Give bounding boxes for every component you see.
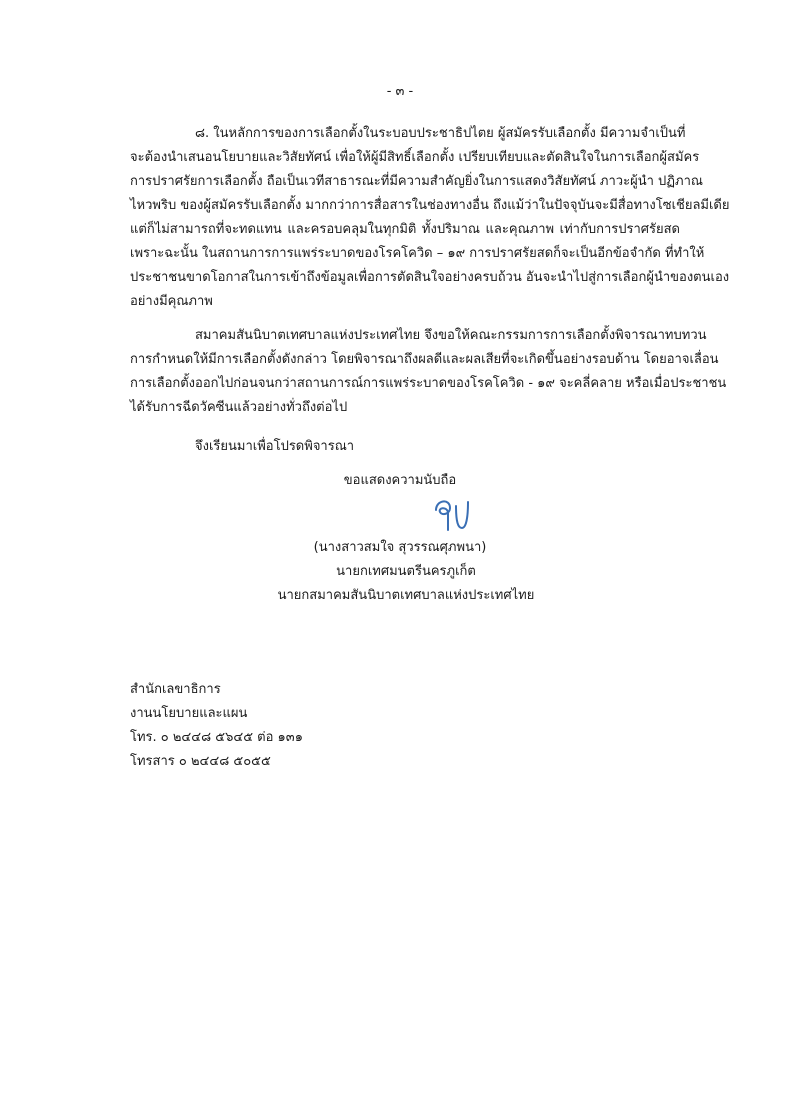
paragraph2-line: ได้รับการฉีดวัคซีนแล้วอย่างทั่วถึงต่อไป <box>130 400 348 415</box>
signer-title-2: นายกสมาคมสันนิบาตเทศบาลแห่งประเทศไทย <box>277 588 535 603</box>
footer-fax: โทรสาร ๐ ๒๔๔๘ ๕๐๕๕ <box>130 754 271 769</box>
paragraph1-line: ๘. ในหลักการของการเลือกตั้งในระบอบประชาธิปไตย ผู้สมัครรับเลือกตั้ง มีความจำเป็นที่ <box>195 126 686 141</box>
signer-title-1: นายกเทศมนตรีนครภูเก็ต <box>336 564 476 579</box>
footer-office: สำนักเลขาธิการ <box>130 682 221 697</box>
paragraph1-line: ไหวพริบ ของผู้สมัครรับเลือกตั้ง มากกว่าการสื่อสารในช่องทางอื่น ถึงแม้ว่าในปัจจุบันจะมีสื่อทางโซเชียลมีเดีย <box>130 198 730 213</box>
page-number: - ๓ - <box>386 84 414 99</box>
paragraph2-line: การกำหนดให้มีการเลือกตั้งดังกล่าว โดยพิจารณาถึงผลดีและผลเสียที่จะเกิดขึ้นอย่างรอบด้าน โดยอาจเลื่อน <box>130 352 719 367</box>
paragraph1-line: แต่ก็ไม่สามารถที่จะทดแทน และครอบคลุมในทุกมิติ ทั้งปริมาณ และคุณภาพ เท่ากับการปราศรัยสด <box>130 222 680 237</box>
handwritten-signature <box>428 492 476 536</box>
paragraph1-line: อย่างมีคุณภาพ <box>130 294 213 309</box>
closing-line: จึงเรียนมาเพื่อโปรดพิจารณา <box>195 439 355 454</box>
paragraph1-line: การปราศรัยการเลือกตั้ง ถือเป็นเวทีสาธารณะที่มีความสำคัญยิ่งในการแสดงวิสัยทัศน์ ภาวะผู้นำ ปฏิภาณ <box>130 174 703 189</box>
regards-line: ขอแสดงความนับถือ <box>343 473 457 488</box>
paragraph1-line: ประชาชนขาดโอกาสในการเข้าถึงข้อมูลเพื่อการตัดสินใจอย่างครบถ้วน อันจะนำไปสู่การเลือกผู้นำของตนเอง <box>130 270 730 285</box>
paragraph1-line: เพราะฉะนั้น ในสถานการการแพร่ระบาดของโรคโควิด – ๑๙ การปราศรัยสดก็จะเป็นอีกข้อจำกัด ที่ทำให้ <box>130 246 705 261</box>
footer-department: งานนโยบายและแผน <box>130 706 248 721</box>
paragraph1-line: จะต้องนำเสนอนโยบายและวิสัยทัศน์ เพื่อให้ผู้มีสิทธิ์เลือกตั้ง เปรียบเทียบและตัดสินใจในการเลือกผู้สมัคร <box>130 150 700 165</box>
signer-name: (นางสาวสมใจ สุวรรณศุภพนา) <box>313 540 487 555</box>
footer-phone: โทร. ๐ ๒๔๔๘ ๕๖๔๕ ต่อ ๑๓๑ <box>130 730 303 745</box>
paragraph2-line: สมาคมสันนิบาตเทศบาลแห่งประเทศไทย จึงขอให้คณะกรรมการการเลือกตั้งพิจารณาทบทวน <box>195 328 707 343</box>
paragraph2-line: การเลือกตั้งออกไปก่อนจนกว่าสถานการณ์การแพร่ระบาดของโรคโควิด - ๑๙ จะคลี่คลาย หรือเมื่อประชาชน <box>130 376 727 391</box>
